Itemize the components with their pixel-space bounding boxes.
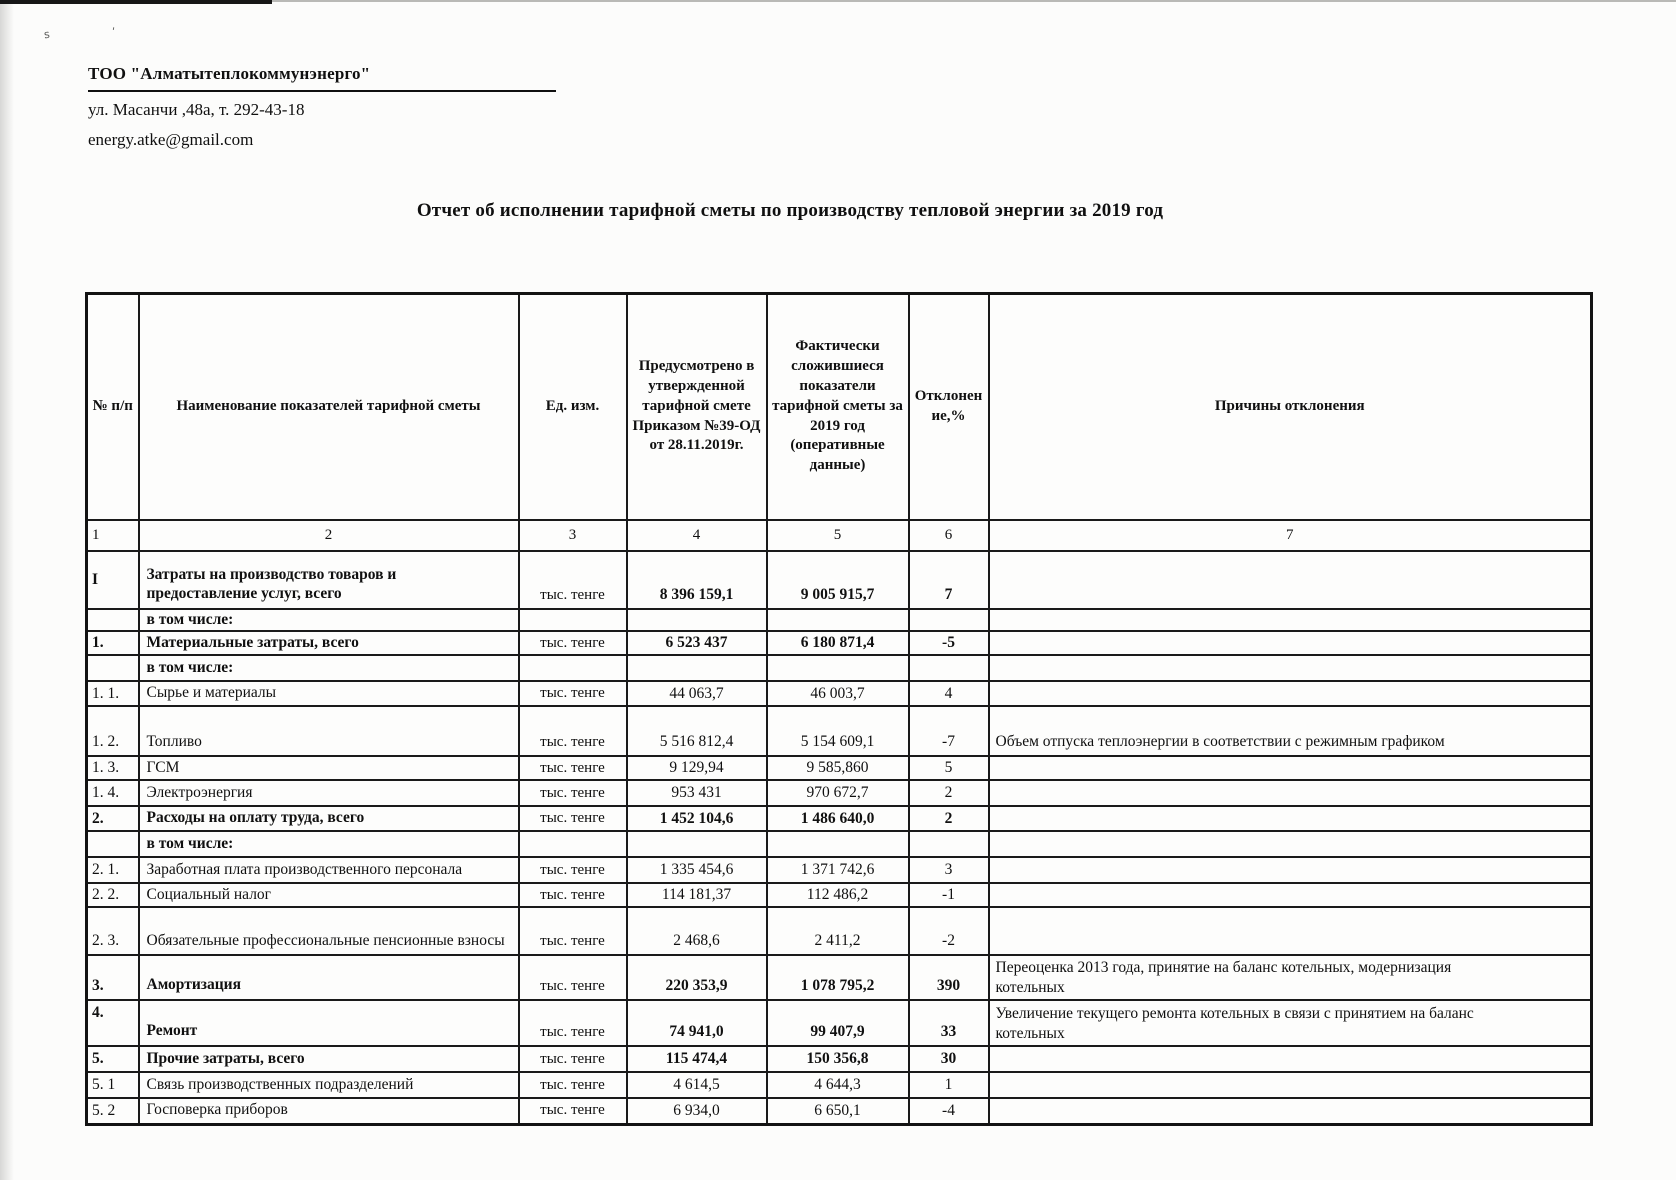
cell-indicator-name: Прочие затраты, всего	[139, 1046, 519, 1072]
cell-actual-value: 9 005 915,7	[767, 551, 909, 609]
cell-actual-value: 6 650,1	[767, 1098, 909, 1124]
cell-indicator-name: Сырье и материалы	[139, 681, 519, 706]
scan-artifact-strip	[0, 0, 272, 4]
cell-row-number	[87, 655, 139, 681]
cell-approved-value	[627, 655, 767, 681]
cell-deviation-reason	[989, 655, 1592, 681]
letterhead	[88, 60, 556, 154]
column-number: 6	[909, 520, 989, 551]
cell-row-number: 2. 2.	[87, 883, 139, 907]
cell-indicator-name: Материальные затраты, всего	[139, 631, 519, 655]
cell-deviation-reason	[989, 631, 1592, 655]
column-header-5: Фактически сложившиеся показатели тарифной сметы за 2019 год (оперативные данные)	[767, 294, 909, 520]
cell-unit	[519, 609, 627, 632]
cell-deviation-reason	[989, 883, 1592, 907]
cell-indicator-name: в том числе:	[139, 655, 519, 681]
cell-approved-value: 953 431	[627, 780, 767, 806]
cell-deviation: 390	[909, 955, 989, 1000]
cell-approved-value: 1 452 104,6	[627, 806, 767, 831]
cell-unit: тыс. тенге	[519, 806, 627, 831]
cell-indicator-name: ГСМ	[139, 756, 519, 780]
cell-row-number: 2.	[87, 806, 139, 831]
cell-deviation-reason	[989, 756, 1592, 780]
column-number: 4	[627, 520, 767, 551]
cell-row-number: 1. 4.	[87, 780, 139, 806]
cell-actual-value: 970 672,7	[767, 780, 909, 806]
cell-unit: тыс. тенге	[519, 631, 627, 655]
cell-unit: тыс. тенге	[519, 756, 627, 780]
cell-actual-value: 2 411,2	[767, 907, 909, 955]
company-name-underline	[88, 60, 556, 92]
cell-unit: тыс. тенге	[519, 857, 627, 883]
table-row	[87, 551, 1592, 609]
cell-approved-value: 74 941,0	[627, 1000, 767, 1046]
cell-row-number: 3.	[87, 955, 139, 1000]
cell-approved-value: 220 353,9	[627, 955, 767, 1000]
cell-approved-value: 9 129,94	[627, 756, 767, 780]
cell-deviation: -2	[909, 907, 989, 955]
table-header-row	[87, 294, 1592, 520]
cell-deviation: 1	[909, 1072, 989, 1098]
cell-deviation: -5	[909, 631, 989, 655]
cell-deviation-reason	[989, 551, 1592, 609]
column-header-7: Причины отклонения	[989, 294, 1592, 520]
cell-deviation: -7	[909, 706, 989, 756]
cell-unit: тыс. тенге	[519, 681, 627, 706]
company-email: energy.atke@gmail.com	[88, 130, 254, 149]
cell-deviation: 33	[909, 1000, 989, 1046]
cell-deviation	[909, 655, 989, 681]
cell-deviation-reason	[989, 780, 1592, 806]
cell-unit	[519, 655, 627, 681]
cell-deviation-reason	[989, 1072, 1592, 1098]
cell-deviation	[909, 609, 989, 632]
cell-actual-value: 5 154 609,1	[767, 706, 909, 756]
cell-unit: тыс. тенге	[519, 1098, 627, 1124]
cell-deviation-reason	[989, 1098, 1592, 1124]
cell-row-number	[87, 831, 139, 857]
cell-deviation-reason	[989, 609, 1592, 632]
scan-speck: ʹ	[112, 26, 116, 39]
scan-edge-shading	[0, 0, 14, 1180]
cell-deviation-reason	[989, 806, 1592, 831]
cell-indicator-name: Затраты на производство товаров и предоставление услуг, всего	[139, 551, 519, 609]
cell-actual-value	[767, 609, 909, 632]
table-row	[87, 631, 1592, 655]
cell-row-number	[87, 609, 139, 632]
tariff-report-table	[85, 292, 1593, 1126]
cell-actual-value: 112 486,2	[767, 883, 909, 907]
cell-row-number: I	[87, 551, 139, 609]
cell-unit: тыс. тенге	[519, 706, 627, 756]
cell-actual-value: 6 180 871,4	[767, 631, 909, 655]
cell-approved-value: 114 181,37	[627, 883, 767, 907]
cell-approved-value: 2 468,6	[627, 907, 767, 955]
cell-row-number: 5. 2	[87, 1098, 139, 1124]
cell-approved-value: 6 934,0	[627, 1098, 767, 1124]
cell-approved-value: 115 474,4	[627, 1046, 767, 1072]
column-header-3: Ед. изм.	[519, 294, 627, 520]
cell-unit: тыс. тенге	[519, 955, 627, 1000]
table-row	[87, 955, 1592, 1000]
cell-deviation-reason	[989, 1046, 1592, 1072]
column-header-6: Отклонение,%	[909, 294, 989, 520]
cell-deviation: 3	[909, 857, 989, 883]
cell-unit	[519, 831, 627, 857]
cell-deviation: 4	[909, 681, 989, 706]
cell-approved-value	[627, 831, 767, 857]
cell-deviation: 2	[909, 780, 989, 806]
table-row	[87, 1072, 1592, 1098]
cell-deviation: 7	[909, 551, 989, 609]
column-header-4: Предусмотрено в утвержденной тарифной смете Приказом №39-ОД от 28.11.2019г.	[627, 294, 767, 520]
cell-deviation	[909, 831, 989, 857]
cell-actual-value: 46 003,7	[767, 681, 909, 706]
cell-deviation-reason	[989, 857, 1592, 883]
cell-unit: тыс. тенге	[519, 907, 627, 955]
cell-deviation: -1	[909, 883, 989, 907]
cell-approved-value: 4 614,5	[627, 1072, 767, 1098]
cell-approved-value: 8 396 159,1	[627, 551, 767, 609]
cell-unit: тыс. тенге	[519, 1072, 627, 1098]
column-number: 3	[519, 520, 627, 551]
cell-row-number: 1.	[87, 631, 139, 655]
company-name: ТОО "Алматытеплокоммунэнерго"	[88, 64, 371, 83]
table-row	[87, 706, 1592, 756]
cell-deviation-reason	[989, 907, 1592, 955]
table-row	[87, 780, 1592, 806]
column-number: 2	[139, 520, 519, 551]
page-title: Отчет об исполнении тарифной сметы по производству тепловой энергии за 2019 год	[416, 200, 1164, 221]
cell-deviation: -4	[909, 1098, 989, 1124]
cell-indicator-name: в том числе:	[139, 609, 519, 632]
cell-approved-value: 44 063,7	[627, 681, 767, 706]
cell-actual-value: 99 407,9	[767, 1000, 909, 1046]
table-row	[87, 1000, 1592, 1046]
cell-unit: тыс. тенге	[519, 780, 627, 806]
table-row	[87, 756, 1592, 780]
table-row	[87, 907, 1592, 955]
column-number: 1	[87, 520, 139, 551]
column-number: 5	[767, 520, 909, 551]
cell-row-number: 4.	[87, 1000, 139, 1046]
cell-deviation-reason	[989, 681, 1592, 706]
cell-deviation-reason	[989, 831, 1592, 857]
table-row	[87, 681, 1592, 706]
cell-actual-value: 1 371 742,6	[767, 857, 909, 883]
cell-actual-value: 1 078 795,2	[767, 955, 909, 1000]
cell-indicator-name: Обязательные профессиональные пенсионные взносы	[139, 907, 519, 955]
cell-unit: тыс. тенге	[519, 1000, 627, 1046]
cell-deviation-reason: Увеличение текущего ремонта котельных в связи с принятием на баланс котельных	[989, 1000, 1592, 1046]
cell-indicator-name: Амортизация	[139, 955, 519, 1000]
cell-deviation-reason: Объем отпуска теплоэнергии в соответствии с режимным графиком	[989, 706, 1592, 756]
table-row	[87, 883, 1592, 907]
cell-deviation-reason: Переоценка 2013 года, принятие на баланс котельных, модернизация котельных	[989, 955, 1592, 1000]
table-row	[87, 831, 1592, 857]
table-row	[87, 857, 1592, 883]
cell-indicator-name: в том числе:	[139, 831, 519, 857]
cell-actual-value	[767, 655, 909, 681]
cell-row-number: 1. 3.	[87, 756, 139, 780]
cell-actual-value: 4 644,3	[767, 1072, 909, 1098]
cell-actual-value: 150 356,8	[767, 1046, 909, 1072]
column-header-1: № п/п	[87, 294, 139, 520]
column-number: 7	[989, 520, 1592, 551]
cell-indicator-name: Заработная плата производственного персонала	[139, 857, 519, 883]
cell-actual-value	[767, 831, 909, 857]
scan-speck: ѕ	[43, 27, 51, 42]
table-row	[87, 1098, 1592, 1124]
cell-indicator-name: Топливо	[139, 706, 519, 756]
cell-row-number: 1. 2.	[87, 706, 139, 756]
cell-unit: тыс. тенге	[519, 551, 627, 609]
cell-unit: тыс. тенге	[519, 1046, 627, 1072]
cell-approved-value	[627, 609, 767, 632]
cell-row-number: 2. 3.	[87, 907, 139, 955]
cell-deviation: 2	[909, 806, 989, 831]
column-header-2: Наименование показателей тарифной сметы	[139, 294, 519, 520]
column-numbers-row	[87, 520, 1592, 551]
table-row	[87, 655, 1592, 681]
cell-indicator-name: Расходы на оплату труда, всего	[139, 806, 519, 831]
cell-approved-value: 6 523 437	[627, 631, 767, 655]
cell-approved-value: 5 516 812,4	[627, 706, 767, 756]
table-row	[87, 1046, 1592, 1072]
cell-row-number: 2. 1.	[87, 857, 139, 883]
cell-indicator-name: Связь производственных подразделений	[139, 1072, 519, 1098]
cell-deviation: 5	[909, 756, 989, 780]
cell-indicator-name: Электроэнергия	[139, 780, 519, 806]
cell-actual-value: 9 585,860	[767, 756, 909, 780]
cell-row-number: 5. 1	[87, 1072, 139, 1098]
table-row	[87, 806, 1592, 831]
company-address: ул. Масанчи ,48а, т. 292-43-18	[88, 100, 305, 119]
cell-indicator-name: Социальный налог	[139, 883, 519, 907]
cell-deviation: 30	[909, 1046, 989, 1072]
cell-row-number: 1. 1.	[87, 681, 139, 706]
cell-indicator-name: Госповерка приборов	[139, 1098, 519, 1124]
table-row	[87, 609, 1592, 632]
cell-row-number: 5.	[87, 1046, 139, 1072]
cell-actual-value: 1 486 640,0	[767, 806, 909, 831]
cell-approved-value: 1 335 454,6	[627, 857, 767, 883]
cell-indicator-name: Ремонт	[139, 1000, 519, 1046]
cell-unit: тыс. тенге	[519, 883, 627, 907]
